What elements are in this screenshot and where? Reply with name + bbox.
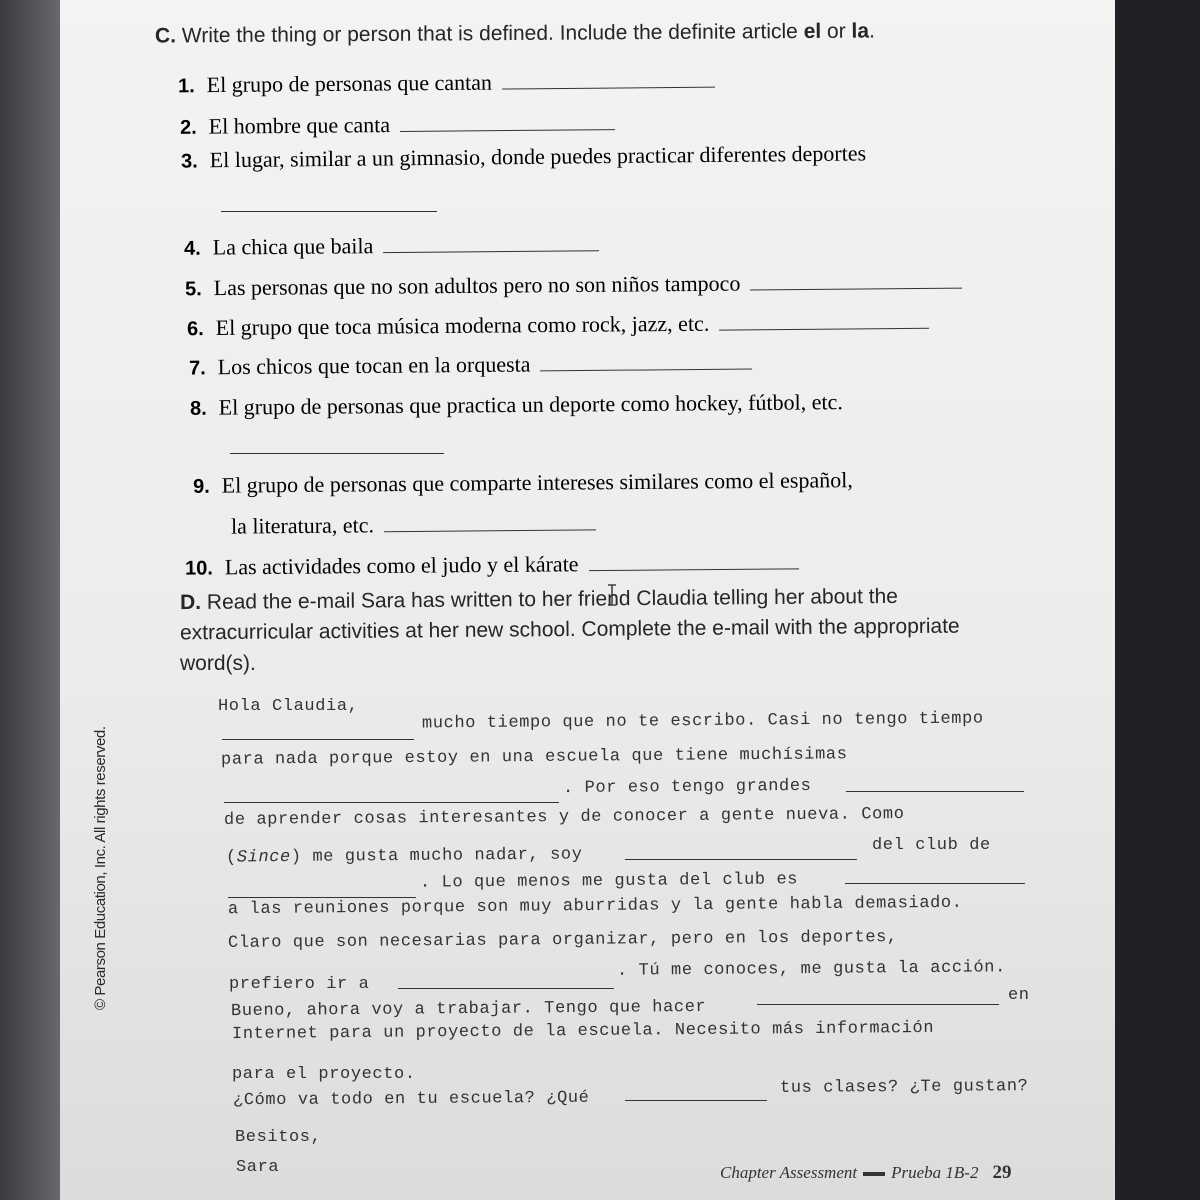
email-line-12: para el proyecto. [232, 1065, 416, 1084]
email-blank-3[interactable] [846, 790, 1024, 792]
email-line-5-end: del club de [872, 836, 991, 855]
copyright-notice: © Pearson Education, Inc. All rights reserved. [92, 726, 109, 1010]
email-line-10-end: en [1008, 986, 1030, 1005]
email-line-13: ¿Cómo va todo en tu escuela? ¿Qué [232, 1088, 590, 1111]
question-number: 2. [179, 116, 197, 139]
section-c-instruction [155, 19, 875, 48]
question-text: La chica que baila [212, 233, 374, 260]
question-4 [184, 231, 600, 261]
article-el: el [803, 19, 822, 43]
footer-prueba: Prueba 1B-2 [891, 1163, 979, 1182]
email-line-13-end: tus clases? ¿Te gustan? [779, 1077, 1029, 1098]
question-text: Las personas que no son adultos pero no son niños tampoco [213, 270, 741, 301]
section-c-text: Write the thing or person that is defined. Include the definite article [175, 19, 804, 48]
question-1 [178, 68, 715, 99]
section-c-or: or [821, 19, 852, 43]
email-greeting: Hola Claudia, [218, 697, 359, 716]
page-footer [720, 1162, 1011, 1184]
email-closing: Besitos, [235, 1128, 322, 1147]
answer-blank-4[interactable] [383, 249, 599, 253]
section-d-instruction-line2: extracurricular activities at her new school. Complete the e-mail with the appropriate [179, 614, 960, 645]
answer-blank-2[interactable] [400, 128, 615, 132]
email-blank-8[interactable] [757, 1003, 999, 1005]
email-blank-5[interactable] [228, 896, 416, 898]
footer-dash [863, 1172, 885, 1176]
paren-open: ( [225, 848, 237, 868]
answer-blank-9[interactable] [384, 528, 596, 532]
answer-blank-7[interactable] [541, 368, 753, 372]
answer-blank-6[interactable] [719, 327, 929, 331]
question-number: 5. [184, 278, 202, 301]
section-c-letter: C. [154, 24, 177, 48]
page-number: 29 [992, 1162, 1012, 1183]
email-line-4: de aprender cosas interesantes y de conocer a gente nueva. Como [223, 805, 905, 830]
answer-blank-1[interactable] [502, 86, 715, 90]
question-number: 4. [183, 237, 201, 260]
email-signature: Sara [236, 1158, 280, 1177]
email-blank-4[interactable] [625, 858, 857, 860]
email-line-7: a las reuniones porque son muy aburridas y la gente habla demasiado. [227, 893, 963, 920]
email-line-8: Claro que son necesarias para organizar, pero en los deportes, [227, 928, 898, 953]
since-word: Since [236, 847, 291, 868]
question-text: El grupo de personas que comparte intereses similares como el español, [221, 467, 853, 498]
section-d-instruction-line3: word(s). [180, 652, 256, 675]
article-la: la [851, 19, 870, 43]
question-text: El grupo que toca música moderna como rock, jazz, etc. [215, 310, 710, 340]
email-line-3: . Por eso tengo grandes [562, 776, 812, 799]
email-blank-7[interactable] [398, 987, 614, 989]
question-7 [189, 350, 753, 381]
question-number: 7. [188, 357, 206, 380]
question-text: El grupo de personas que cantan [206, 69, 493, 98]
question-text: El hombre que canta [208, 112, 391, 139]
question-number: 9. [192, 475, 210, 498]
email-line-9: prefiero ir a [229, 975, 370, 994]
email-line-10: Bueno, ahora voy a trabajar. Tengo que hacer [230, 997, 707, 1022]
question-number: 1. [177, 75, 195, 98]
question-10 [185, 549, 799, 580]
email-line-5 [226, 845, 583, 867]
email-blank-6[interactable] [845, 882, 1025, 884]
answer-blank-10[interactable] [589, 567, 799, 571]
email-line-5-text: ) me gusta mucho nadar, soy [290, 845, 583, 867]
footer-chapter: Chapter Assessment [720, 1163, 858, 1182]
question-number: 3. [180, 150, 198, 173]
section-d-letter: D. [179, 590, 202, 615]
question-9-continued [231, 510, 596, 539]
email-line-1: mucho tiempo que no te escribo. Casi no tengo tiempo [421, 709, 984, 734]
question-text: la literatura, etc. [230, 512, 375, 539]
question-text: Las actividades como el judo y el kárate [224, 551, 579, 580]
email-blank-1[interactable] [222, 738, 414, 740]
section-d-text: Read the e-mail Sara has written to her friend Claudia telling her about the [200, 584, 898, 614]
email-line-9-end: . Tú me conoces, me gusta la acción. [616, 958, 1006, 981]
email-line-2: para nada porque estoy en una escuela que tiene muchísimas [220, 745, 848, 770]
question-number: 6. [186, 318, 204, 341]
question-text: El lugar, similar a un gimnasio, donde puedes practicar diferentes deportes [209, 140, 867, 173]
question-text: Los chicos que tocan en la orquesta [217, 351, 531, 380]
question-2 [180, 110, 615, 140]
question-number: 8. [189, 397, 207, 420]
question-number: 10. [184, 557, 213, 580]
question-text: El grupo de personas que practica un deporte como hockey, fútbol, etc. [218, 389, 843, 420]
answer-blank-3[interactable] [221, 210, 437, 212]
email-blank-9[interactable] [625, 1099, 767, 1101]
answer-blank-5[interactable] [750, 287, 962, 291]
email-blank-2[interactable] [224, 801, 559, 803]
answer-blank-8[interactable] [230, 452, 444, 454]
section-c-period: . [868, 19, 875, 43]
email-line-6: . Lo que menos me gusta del club es [419, 870, 799, 893]
email-line-11: Internet para un proyecto de la escuela. Necesito más información [231, 1018, 935, 1045]
